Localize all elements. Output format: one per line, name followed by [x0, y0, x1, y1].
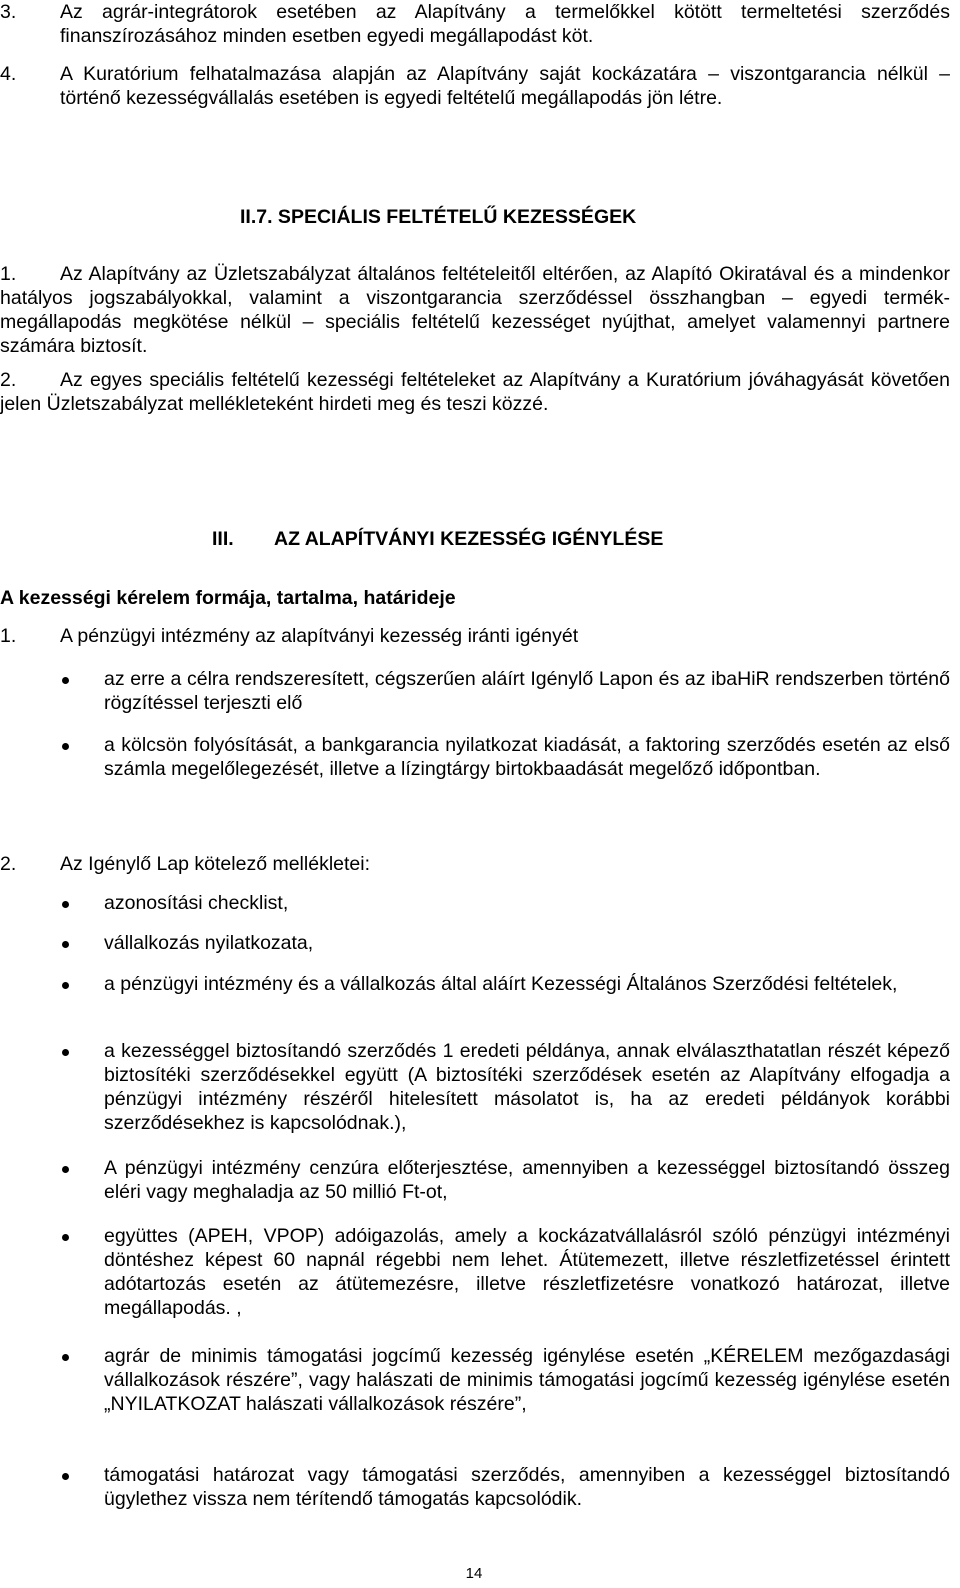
section-ii7-item-1: [0, 262, 950, 358]
section-iii-item-2: [0, 852, 950, 876]
list-item-text: együttes (APEH, VPOP) adóigazolás, amely a kockázatvállalásról szóló pénzügyi intézményi döntéshez képest 60 napnál régebbi nem lehet. Átütemezett, illetve részletfizetéssel érintett adótartozás esetén az átütemezésre, illetve részletfizetésre vonatkozó határozat, illetve megállapodás. ,: [104, 1225, 950, 1319]
list-item: [0, 931, 950, 955]
list-item: [0, 1344, 950, 1416]
list-item: [0, 891, 950, 915]
intro-item-3: [0, 0, 950, 48]
list-item: [0, 1156, 950, 1204]
list-item: [0, 1463, 950, 1511]
item-text: Az Alapítvány az Üzletszabályzat általános feltételeitől eltérően, az Alapító Okiratával és a mindenkor hatályos jogszabályokkal, valamint a viszontgarancia szerződéssel összhangban – egyedi termék-megállapodás megkötése nélkül – speciális feltételű kezességet nyújthat, amelyet valamennyi partnere számára biztosít.: [0, 263, 950, 357]
intro-item-4: [0, 62, 950, 110]
bullet-icon: [62, 743, 69, 750]
list-item-text: a pénzügyi intézmény és a vállalkozás által aláírt Kezességi Általános Szerződési feltételek,: [104, 973, 898, 995]
section-heading-iii-roman: III.: [212, 528, 234, 550]
item-text: Az agrár-integrátorok esetében az Alapítvány a termelőkkel kötött termeltetési szerződés finanszírozásához minden esetben egyedi megállapodást köt.: [60, 1, 950, 47]
list-item-text: agrár de minimis támogatási jogcímű kezesség igénylése esetén „KÉRELEM mezőgazdasági vállalkozások részére”, vagy halászati de minimis támogatási jogcímű kezesség igénylése esetén „NYILATKOZAT halászati vállalkozások részére”,: [104, 1345, 950, 1415]
section-ii7-item-2: [0, 368, 950, 416]
list-item-text: azonosítási checklist,: [104, 892, 289, 914]
bullet-icon: [62, 677, 69, 684]
item-text: Az egyes speciális feltételű kezességi feltételeket az Alapítvány a Kuratórium jóváhagyását követően jelen Üzletszabályzat mellékleteként hirdeti meg és teszi közzé.: [0, 369, 950, 415]
page-number: 14: [465, 1565, 483, 1582]
section-iii-item-1: [0, 624, 950, 648]
item-number: 2.: [0, 369, 17, 391]
item-number: 4.: [0, 63, 17, 85]
list-item-text: A pénzügyi intézmény cenzúra előterjesztése, amennyiben a kezességgel biztosítandó összeg eléri vagy meghaladja az 50 millió Ft-ot,: [104, 1157, 950, 1203]
list-item: [0, 1039, 950, 1135]
list-item: [0, 667, 950, 715]
section-heading-ii7: II.7. SPECIÁLIS FELTÉTELŰ KEZESSÉGEK: [240, 206, 637, 228]
section-heading-iii: AZ ALAPÍTVÁNYI KEZESSÉG IGÉNYLÉSE: [274, 528, 664, 550]
item-number: 3.: [0, 1, 17, 23]
bullet-icon: [62, 901, 69, 908]
list-item-text: a kezességgel biztosítandó szerződés 1 eredeti példánya, annak elválaszthatatlan részét képező biztosítéki szerződésekkel együtt (A biztosítéki szerződések esetén az Alapítvány elfogadja a pénzügyi intézmény részéről hitelesített másolatot is, ha az eredeti példányok korábbi szerződésekhez is kapcsolódnak.),: [104, 1040, 950, 1134]
list-item-text: vállalkozás nyilatkozata,: [104, 932, 314, 954]
bullet-icon: [62, 1049, 69, 1056]
item-number: 2.: [0, 853, 17, 875]
bullet-icon: [62, 982, 69, 989]
list-item: [0, 1224, 950, 1320]
item-number: 1.: [0, 263, 17, 285]
item-text: Az Igénylő Lap kötelező mellékletei:: [60, 853, 371, 875]
list-item: [0, 733, 950, 781]
item-number: 1.: [0, 625, 17, 647]
list-item-text: az erre a célra rendszeresített, cégszerűen aláírt Igénylő Lapon és az ibaHiR rendszerben történő rögzítéssel terjeszti elő: [104, 668, 950, 714]
bullet-icon: [62, 1234, 69, 1241]
item-text: A Kuratórium felhatalmazása alapján az Alapítvány saját kockázatára – viszontgarancia nélkül – történő kezességvállalás esetében is egyedi feltételű megállapodás jön létre.: [60, 63, 950, 109]
bullet-icon: [62, 941, 69, 948]
item-text: A pénzügyi intézmény az alapítványi kezesség iránti igényét: [60, 625, 579, 647]
subheading: A kezességi kérelem formája, tartalma, határideje: [0, 587, 456, 609]
list-item: [0, 972, 950, 996]
bullet-icon: [62, 1166, 69, 1173]
bullet-icon: [62, 1354, 69, 1361]
bullet-icon: [62, 1473, 69, 1480]
list-item-text: támogatási határozat vagy támogatási szerződés, amennyiben a kezességgel biztosítandó ügylethez vissza nem térítendő támogatás kapcsolódik.: [104, 1464, 950, 1510]
list-item-text: a kölcsön folyósítását, a bankgarancia nyilatkozat kiadását, a faktoring szerződés esetén az első számla megelőlegezését, illetve a lízingtárgy birtokbaadását megelőző időpontban.: [104, 734, 950, 780]
